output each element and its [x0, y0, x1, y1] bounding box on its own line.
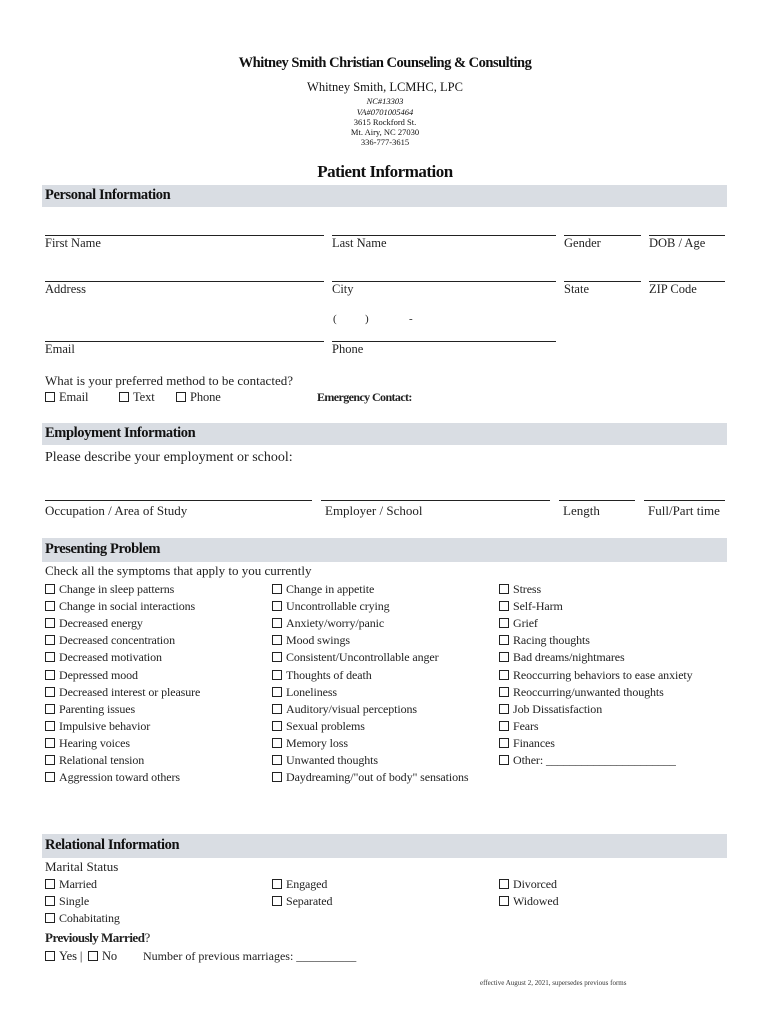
- checkbox[interactable]: [272, 584, 282, 594]
- checkbox-option[interactable]: [499, 599, 563, 614]
- checkbox[interactable]: [272, 896, 282, 906]
- license-va: VA#0701005464: [356, 107, 414, 117]
- checkbox[interactable]: [45, 652, 55, 662]
- checkbox-label: Grief: [513, 616, 538, 631]
- checkbox-label: Married: [59, 877, 97, 891]
- personal-heading: Personal Information: [45, 187, 171, 203]
- employment-section-header: [42, 423, 727, 445]
- employer-line[interactable]: [321, 500, 550, 501]
- checkbox[interactable]: [272, 704, 282, 714]
- checkbox-label: Anxiety/worry/panic: [286, 616, 385, 631]
- clinician-name: Whitney Smith, LCMHC, LPC: [307, 80, 463, 94]
- zip-label: ZIP Code: [649, 282, 697, 296]
- checkbox-option[interactable]: [499, 736, 555, 751]
- checkbox-label: Decreased energy: [59, 616, 143, 631]
- checkbox-option[interactable]: [45, 894, 89, 909]
- phone-paren-close: ): [365, 313, 369, 325]
- checkbox-option[interactable]: [272, 736, 348, 751]
- checkbox-label: Other: ______________________: [513, 753, 676, 767]
- contact-question: What is your preferred method to be contacted?: [45, 373, 293, 388]
- checkbox[interactable]: [272, 601, 282, 611]
- street-address: 3615 Rockford St.: [353, 117, 417, 127]
- checkbox-label: Bad dreams/nightmares: [513, 650, 625, 665]
- checkbox[interactable]: [45, 618, 55, 628]
- checkbox-label: Memory loss: [286, 735, 348, 750]
- checkbox-label: Thoughts of death: [286, 667, 372, 682]
- address-label: Address: [45, 282, 86, 296]
- occupation-label: Occupation / Area of Study: [45, 503, 188, 518]
- checkbox-label: Consistent/Uncontrollable anger: [286, 650, 439, 665]
- contact-phone-option[interactable]: Phone: [176, 390, 221, 405]
- checkbox-label: Job Dissatisfaction: [513, 701, 603, 716]
- employer-label: Employer / School: [325, 503, 423, 518]
- first-name-label: First Name: [45, 236, 101, 250]
- marital-status-label: Marital Status: [45, 859, 119, 874]
- checkbox-label: Finances: [513, 735, 555, 750]
- checkbox[interactable]: [499, 618, 509, 628]
- checkbox-option[interactable]: [272, 753, 378, 768]
- checkbox-label: Change in sleep patterns: [59, 582, 175, 596]
- checkbox-label: Mood swings: [286, 633, 350, 648]
- checkbox-option[interactable]: [45, 633, 175, 648]
- checkbox[interactable]: [119, 392, 129, 402]
- checkbox-option[interactable]: [272, 599, 390, 614]
- checkbox[interactable]: [272, 721, 282, 731]
- checkbox[interactable]: [499, 670, 509, 680]
- phone-line[interactable]: [332, 341, 556, 342]
- checkbox[interactable]: [45, 635, 55, 645]
- checkbox-option[interactable]: [272, 770, 469, 785]
- checkbox-option[interactable]: [272, 616, 384, 631]
- checkbox[interactable]: [272, 652, 282, 662]
- checkbox-option[interactable]: [272, 719, 365, 734]
- license-nc: NC#13303: [366, 96, 404, 106]
- checkbox-label: Fears: [513, 718, 539, 733]
- checkbox[interactable]: [45, 913, 55, 923]
- checkbox-option[interactable]: [272, 685, 337, 700]
- checkbox[interactable]: [45, 772, 55, 782]
- checkbox-label: Self-Harm: [513, 599, 563, 614]
- checkbox-option[interactable]: [272, 668, 372, 683]
- checkbox-option[interactable]: [499, 719, 539, 734]
- checkbox-label: Unwanted thoughts: [286, 753, 378, 767]
- checkbox-label: Single: [59, 894, 90, 908]
- state-label: State: [564, 282, 589, 296]
- employment-prompt: Please describe your employment or school:: [45, 450, 293, 465]
- checkbox-label: Change in social interactions: [59, 599, 196, 614]
- phone-label: Phone: [332, 342, 364, 356]
- checkbox[interactable]: [45, 896, 55, 906]
- gender-label: Gender: [564, 236, 601, 250]
- address-line[interactable]: [45, 281, 324, 282]
- checkbox-option[interactable]: [45, 599, 195, 614]
- checkbox-option[interactable]: [272, 894, 332, 909]
- checkbox-label: Reoccurring/unwanted thoughts: [513, 684, 664, 699]
- phone-paren-open: (: [333, 313, 337, 325]
- checkbox[interactable]: [272, 635, 282, 645]
- checkbox[interactable]: [499, 879, 509, 889]
- checkbox-label: Impulsive behavior: [59, 718, 151, 733]
- checkbox-label: Widowed: [513, 894, 559, 908]
- checkbox-option[interactable]: [45, 616, 143, 631]
- checkbox[interactable]: [272, 879, 282, 889]
- checkbox-option[interactable]: [499, 668, 693, 683]
- occupation-line[interactable]: [45, 500, 312, 501]
- practice-name: Whitney Smith Christian Counseling & Consulting: [238, 55, 532, 71]
- checkbox[interactable]: [499, 738, 509, 748]
- presenting-section-header: [42, 538, 727, 562]
- checkbox[interactable]: [272, 738, 282, 748]
- checkbox-option[interactable]: [272, 633, 350, 648]
- checkbox[interactable]: [499, 896, 509, 906]
- checkbox-label: Hearing voices: [59, 735, 130, 750]
- checkbox-label: Racing thoughts: [513, 633, 590, 648]
- contact-text-option[interactable]: Text: [119, 390, 155, 405]
- checkbox-label: Engaged: [286, 877, 328, 891]
- checkbox[interactable]: [272, 755, 282, 765]
- checkbox[interactable]: [45, 584, 55, 594]
- relational-heading: Relational Information: [45, 837, 180, 853]
- length-line[interactable]: [559, 500, 635, 501]
- city-address: Mt. Airy, NC 27030: [350, 127, 420, 137]
- presenting-heading: Presenting Problem: [45, 541, 161, 557]
- checkbox[interactable]: [45, 755, 55, 765]
- checkbox-label: Parenting issues: [59, 701, 136, 716]
- prev-married-yes[interactable]: Yes |: [45, 949, 82, 964]
- practice-phone: 336-777-3615: [360, 137, 410, 147]
- checkbox-option[interactable]: [272, 582, 374, 597]
- checkbox-option[interactable]: [499, 753, 676, 768]
- checkbox-option[interactable]: [499, 702, 602, 717]
- checkbox-label: Decreased motivation: [59, 650, 162, 665]
- checkbox[interactable]: [272, 772, 282, 782]
- checkbox[interactable]: [45, 721, 55, 731]
- checkbox-label: Change in appetite: [286, 582, 375, 596]
- checkbox-option[interactable]: [272, 877, 327, 892]
- dob-label: DOB / Age: [649, 236, 706, 250]
- checkbox[interactable]: [88, 951, 98, 961]
- checkbox-option[interactable]: [272, 650, 439, 665]
- checkbox-option[interactable]: [499, 894, 558, 909]
- checkbox-option[interactable]: [45, 877, 97, 892]
- last-name-label: Last Name: [332, 236, 387, 250]
- relational-section-header: [42, 834, 727, 858]
- checkbox[interactable]: [499, 601, 509, 611]
- checkbox-label: Separated: [286, 894, 333, 908]
- length-label: Length: [563, 503, 600, 518]
- checkbox-label: Stress: [513, 582, 542, 596]
- checkbox-option[interactable]: [45, 719, 150, 734]
- city-line[interactable]: [332, 281, 556, 282]
- checkbox[interactable]: [45, 601, 55, 611]
- employment-heading: Employment Information: [45, 425, 196, 441]
- checkbox[interactable]: [272, 687, 282, 697]
- email-line[interactable]: [45, 341, 324, 342]
- email-label: Email: [45, 342, 75, 356]
- footer-note: effective August 2, 2021, supersedes previous forms: [480, 979, 627, 987]
- checkbox-option[interactable]: [45, 911, 120, 926]
- checkbox-label: Cohabitating: [59, 911, 120, 925]
- checkbox-option[interactable]: [272, 702, 417, 717]
- city-label: City: [332, 282, 354, 296]
- contact-email-option[interactable]: Email: [45, 390, 88, 405]
- page-title: Patient Information: [317, 162, 453, 181]
- checkbox-label: Aggression toward others: [59, 770, 180, 785]
- checkbox-option[interactable]: [45, 582, 174, 597]
- checkbox-label: Daydreaming/"out of body" sensations: [286, 770, 469, 785]
- checkbox[interactable]: [45, 392, 55, 402]
- checkbox-label: Loneliness: [286, 684, 337, 699]
- checkbox[interactable]: [499, 704, 509, 714]
- checkbox[interactable]: [272, 618, 282, 628]
- checkbox-option[interactable]: [45, 685, 200, 700]
- fulltime-label: Full/Part time: [648, 503, 720, 518]
- checkbox[interactable]: [45, 738, 55, 748]
- number-of-marriages: Number of previous marriages: __________: [143, 949, 357, 963]
- checkbox-option[interactable]: [45, 770, 180, 785]
- checkbox[interactable]: [45, 704, 55, 714]
- checkbox-label: Reoccurring behaviors to ease anxiety: [513, 667, 693, 682]
- checkbox-label: Relational tension: [59, 753, 145, 767]
- checkbox[interactable]: [272, 670, 282, 680]
- checkbox-option[interactable]: [499, 685, 664, 700]
- checkbox[interactable]: [45, 951, 55, 961]
- checkbox-label: Uncontrollable crying: [286, 599, 390, 614]
- checkbox[interactable]: [499, 721, 509, 731]
- previously-married-question: Previously Married?: [45, 930, 151, 945]
- checkbox-option[interactable]: [499, 582, 541, 597]
- checkbox[interactable]: [45, 879, 55, 889]
- checkbox[interactable]: [45, 670, 55, 680]
- checkbox-label: Depressed mood: [59, 667, 138, 682]
- checkbox[interactable]: [176, 392, 186, 402]
- checkbox[interactable]: [45, 687, 55, 697]
- checkbox-option[interactable]: [499, 650, 625, 665]
- checkbox[interactable]: [499, 755, 509, 765]
- personal-section-header: [42, 185, 727, 207]
- checkbox-option[interactable]: [499, 616, 538, 631]
- checkbox-option[interactable]: [45, 650, 162, 665]
- checkbox[interactable]: [499, 687, 509, 697]
- checkbox-label: Divorced: [513, 877, 557, 891]
- checkbox-option[interactable]: [45, 736, 130, 751]
- checkbox[interactable]: [499, 635, 509, 645]
- checkbox-option[interactable]: [499, 633, 590, 648]
- checkbox-option[interactable]: [499, 877, 557, 892]
- checkbox[interactable]: [499, 652, 509, 662]
- checkbox[interactable]: [499, 584, 509, 594]
- checkbox-label: Decreased interest or pleasure: [59, 684, 201, 699]
- checkbox-option[interactable]: [45, 702, 135, 717]
- prev-married-no[interactable]: No: [88, 949, 117, 964]
- checkbox-label: Decreased concentration: [59, 633, 175, 648]
- fulltime-line[interactable]: [644, 500, 725, 501]
- phone-dash: -: [409, 313, 413, 325]
- symptoms-prompt: Check all the symptoms that apply to you currently: [45, 563, 312, 578]
- checkbox-label: Auditory/visual perceptions: [286, 701, 417, 716]
- checkbox-option[interactable]: [45, 753, 144, 768]
- checkbox-option[interactable]: [45, 668, 138, 683]
- emergency-contact-label: Emergency Contact:: [317, 390, 412, 404]
- checkbox-label: Sexual problems: [286, 718, 365, 733]
